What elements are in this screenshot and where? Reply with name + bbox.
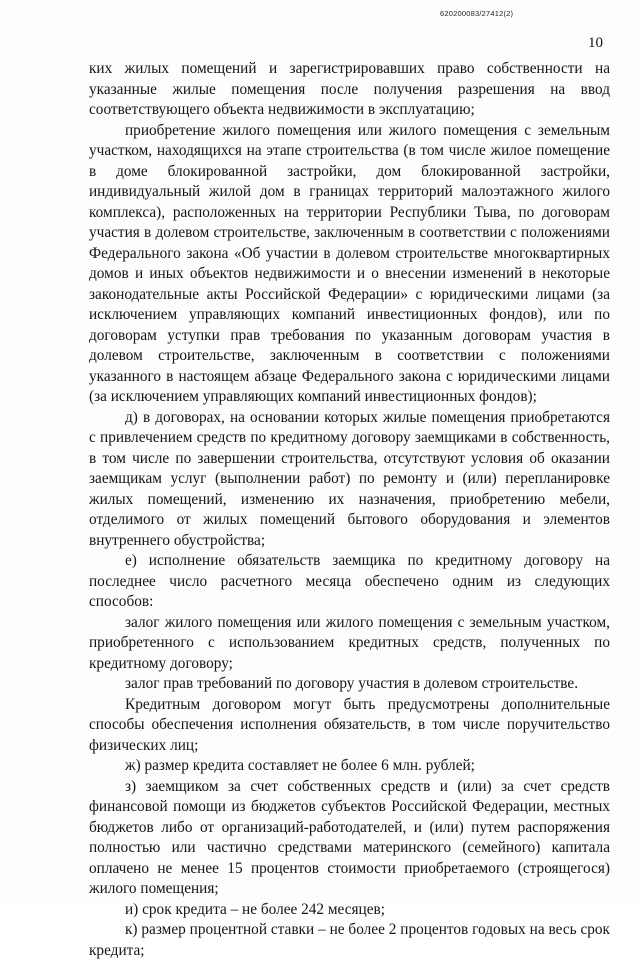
paragraph-item-i: и) срок кредита – не более 242 месяцев;: [125, 900, 386, 918]
paragraph-item-zh: ж) размер кредита составляет не более 6 млн. рублей;: [125, 757, 475, 774]
paragraph-pledge-premises: залог жилого помещения или жилого помещения с земельным участком, приобретенного с использованием кредитных средств, полученных по кредитному договору;: [89, 613, 610, 672]
paragraph-item-k: к) размер процентной ставки – не более 2 процентов годовых на весь срок кредита;: [89, 921, 610, 959]
document-body: [89, 59, 610, 961]
paragraph-item-e: е) исполнение обязательств заемщика по кредитному договору на последнее число расчетного месяца обеспечено одним из следующих способов:: [89, 552, 610, 610]
paragraph-additional-security: Кредитным договором могут быть предусмотрены дополнительные способы обеспечения исполнения обязательств, в том числе поручительство физических лиц;: [89, 695, 610, 754]
paragraph-item-z: з) заемщиком за счет собственных средств и (или) за счет средств финансовой помощи из бюджетов субъектов Российской Федерации, местных бюджетов либо от организаций-работодателей, и (или) путем распоряжения полностью или частично средствами материнского (семейного) капитала оплачено не менее 15 процентов стоимости приобретаемого (строящегося) жилого помещения;: [89, 777, 610, 897]
paragraph-item-d: д) в договорах, на основании которых жилые помещения приобретаются с привлечением средств по кредитному договору заемщиками в собственность, в том числе по завершении строительства, отсутствуют условия об оказании заемщикам услуг (выполнении работ) по ремонту и (или) перепланировке жилых помещений, изменению их назначения, приобретению мебели, отделимого от жилых помещений бытового оборудования и элементов внутреннего обустройства;: [89, 408, 610, 549]
paragraph-acquisition-under-construction: приобретение жилого помещения или жилого помещения с земельным участком, находящихся на этапе строительства (в том числе жилое помещение в доме блокированной застройки, дом блокированной застройки, индивидуальный жилой дом в границах территорий малоэтажного жилого комплекса), расположенных на территории Республики Тыва, по договорам участия в долевом строительстве, заключенным в соответствии с положениями Федерального закона «Об участии в долевом строительстве многоквартирных домов и иных объектов недвижимости и о внесении изменений в некоторые законодательные акты Российской Федерации» с юридическими лицами (за исключением управляющих компаний инвестиционных фондов), или по договорам уступки прав требования по указанным договорам участия в долевом строительстве, заключенным в соответствии с положениями указанного в настоящем абзаце Федерального закона с юридическими лицами (за исключением управляющих компаний инвестиционных фондов);: [89, 121, 610, 405]
paragraph-pledge-rights: залог прав требований по договору участия в долевом строительстве.: [125, 675, 579, 692]
paragraph-continuation: ких жилых помещений и зарегистрировавших право собственности на указанные жилые помещения после получения разрешения на ввод соответствующего объекта недвижимости в эксплуатацию;: [89, 60, 610, 118]
document-code: 620200083/27412(2): [440, 9, 514, 18]
page-number: 10: [588, 35, 603, 51]
